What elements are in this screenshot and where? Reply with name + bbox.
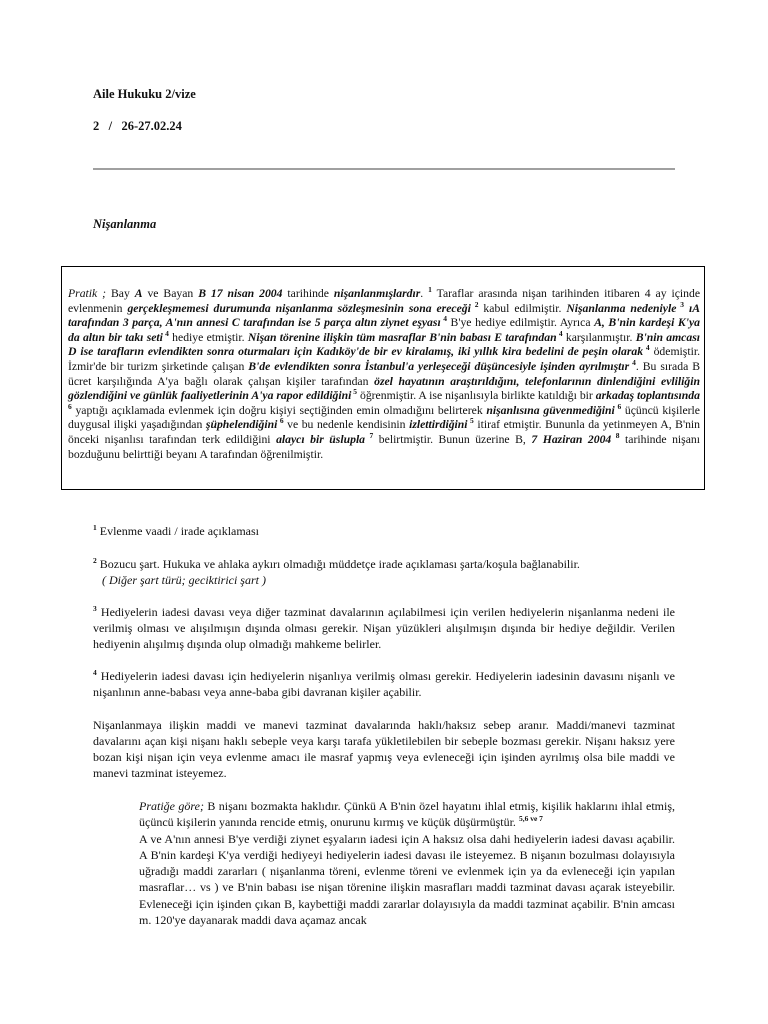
footnote-ref: 8 [611,431,620,441]
case-emphasis: nişanlısına güvenmediğini [486,403,615,417]
case-text-run: hediye etmiştir. [168,330,248,344]
footnote-number: 1 [93,523,97,532]
case-text-run: tarihinde [282,287,334,300]
case-text-run: karşılanmıştır. [562,330,636,344]
footnote-ref: 1 [428,285,432,295]
case-emphasis: nişanlanmışlardır [333,287,421,300]
case-emphasis: alaycı bir üslupla [276,432,366,446]
footnote-number: 2 [93,556,97,565]
case-lead: Pratik ; [68,287,107,300]
analysis-text: B nişanı bozmakta haklıdır. Çünkü A B'nin özel hayatını ihlal etmiş, kişilik haklarını ihlal etmiş, üçüncü kişilerin yanında rencide etmiş, onurunu kırmış ve küçük düşürmüştür. [139,799,675,830]
case-text [68,287,700,462]
case-emphasis: izlettirdiğini [409,418,468,432]
footnote-ref: 4 [440,314,447,324]
case-party-a: A [134,287,143,300]
analysis-text: A ve A'nın annesi B'ye verdiği ziynet eşyaların iadesi için A haksız olsa dahi hediyelerin iadesi davası açabilir. A B'nin kardeşi K'ya verdiği hediyeyi hediyelerin iadesi davası ile isteyemez. B nişanın bozulması dolayısıyla uğradığı maddi zararları ( nişanlanma töreni, evlenme töreni ve evlenmek için ya da evleneceği için yapılan masraflar… vs ) ve B'nin babası ise nişan törenine ilişkin masrafları maddi tazminat davası açarak isteyebilir. Evleneceği için işinden çıkan B, kaybettiği maddi zararlar dolayısıyla da maddi tazminat açabilir. B'nin amcası m. 120'ye dayanarak maddi dava açamaz ancak [139,831,675,928]
case-emphasis: 7 Haziran 2004 [531,432,612,446]
footnote-text: Evlenme vaadi / irade açıklaması [96,524,260,538]
case-text-run: ve Bayan [142,287,199,300]
footnote-ref: 6 [277,416,284,426]
case-text-run: belirtmiştir. Bunun üzerine B, [373,432,532,446]
section-title: Nişanlanma [93,217,157,231]
case-text-run: kabul edilmiştir. [478,301,567,315]
case-emphasis: arkadaş toplantısında [595,389,700,403]
footnote-ref: 3 [676,299,685,309]
footnote-ref: 5 [351,387,358,397]
analysis-block [139,798,675,928]
case-text-run: ve bu nedenle kendisinin [283,418,410,432]
case-text-run: B'ye hediye edilmiştir. Ayrıca [446,316,595,330]
case-emphasis: şüphelendiğini [205,418,278,432]
horizontal-rule [93,168,675,170]
case-text-run: yaptığı açıklamada evlenmek için doğru kişiyi seçtiğinden emin olmadığını belirterek [71,403,487,417]
document-title: Aile Hukuku 2/vize [93,87,196,101]
case-emphasis: ıA tarafından 3 parça, A'nın annesi C tarafından ise 5 parça altın ziynet eşyası [68,301,701,330]
case-text-run: Taraflar arasında nişan tarihinden itibaren 4 ay içinde evlenmenin [68,287,701,315]
case-emphasis: özel hayatının araştırıldığını, telefonlarının dinlendiğini evliliğin gözlendiğini ve günlük faaliyetlerinin A'ya rapor edildiğini [68,374,700,403]
case-text-run: itiraf etmiştir. Bununla da yetinmeyen A, B'nin önceki nişanlısı tarafından terk edildiğini [68,418,700,446]
footnote-4 [93,668,675,700]
footnote-ref: 7 [365,431,374,441]
case-emphasis: B 17 nisan 2004 [198,287,283,300]
case-text-run: tarihinde nişanı bozduğunu belirttiği beyanı A tarafından öğrenilmiştir. [68,432,700,461]
footnote-ref: 5,6 ve 7 [518,814,543,824]
case-text-run: ödemiştir. İzmir'de bir turizm şirketinde çalışan [68,345,700,373]
case-text-run: . Bu sırada B ücret karşılığında A'ya bağlı olarak çalışan kişiler tarafından [68,359,701,388]
footnote-ref: 6 [68,401,72,411]
footnote-1 [93,523,675,539]
footnote-number: 4 [93,668,97,677]
footnote-ref: 4 [162,328,169,338]
footnote-ref: 4 [643,343,650,353]
body-paragraph: Nişanlanmaya ilişkin maddi ve manevi tazminat davalarında haklı/haksız sebep aranır. Maddi/manevi tazminat davalarını açan kişi nişanı haklı sebeple veya karşı tarafa yükletilebilen bir sebeple bozması gerekir. Nişanı haksız yere bozan kişi nişan için veya evlenme amacı ile masraf yapmış veya evleneceği için işinden ayrılmış olsa bile maddi ve manevi tazminat isteyemez. [93,718,675,780]
footnote-text: Hediyelerin iadesi davası veya diğer tazminat davalarının açılabilmesi için verilen hediyelerin nişanlanma nedeni ile verilmiş olması ve alışılmışın dışında olması gerekir. Nişan yüzükleri alışılmışın dışında bir hediye değildir. Verilen hediyenin alışılmış dışında olup olmadığı mahkeme belirler. [93,605,675,651]
footnote-ref: 2 [470,299,479,309]
case-text-run: üçüncü kişilerle duygusal ilişki yaşadığından [68,403,700,432]
footnote-3 [93,604,675,652]
case-emphasis: gerçekleşmemesi durumunda nişanlanma sözleşmesinin sona ereceği [127,301,471,315]
case-emphasis: B'de evlendikten sonra İstanbul'a yerleşeceği düşüncesiyle işinden ayrılmıştır [248,359,630,373]
footnote-ref: 5 [467,416,474,426]
analysis-lead: Pratiğe göre; [139,799,204,813]
case-text-run: öğrenmiştir. A ise nişanlısıyla birlikte katıldığı bir [357,389,596,403]
footnote-text: Bozucu şart. Hukuka ve ahlaka aykırı olmadığı müddetçe irade açıklaması şarta/koşula bağlanabilir. [96,557,580,571]
footnote-ref: 4 [629,358,636,368]
case-emphasis: B'nin amcası D ise tarafların evlendikten sonra oturmaları için Kadıköy'de bir ev kiralamış, iki yıllık kira bedelini de peşin olarak [68,330,701,359]
case-text-run: Bay [106,287,135,300]
case-emphasis: A, B'nin kardeşi K'ya da altın bir takı seti [68,316,700,344]
case-emphasis: Nişanlanma nedeniyle [566,301,677,315]
footnote-2 [93,556,675,572]
footnote-number: 3 [93,604,97,613]
footnote-2-subnote: ( Diğer şart türü; geciktirici şart ) [102,573,266,587]
footnote-ref: 4 [556,328,563,338]
footnote-ref: 6 [614,401,622,411]
case-emphasis: Nişan törenine ilişkin tüm masraflar B'nin babası E tarafından [247,330,557,344]
document-date: 2 / 26-27.02.24 [93,119,182,133]
case-text-run: . [420,287,429,300]
footnote-text: Hediyelerin iadesi davası için hediyelerin nişanlıya verilmiş olması gerekir. Hediyelerin iadesinin davasını nişanlı ve nişanlının anne-babası veya anne-baba gibi davranan kişiler açabilir. [93,669,675,699]
